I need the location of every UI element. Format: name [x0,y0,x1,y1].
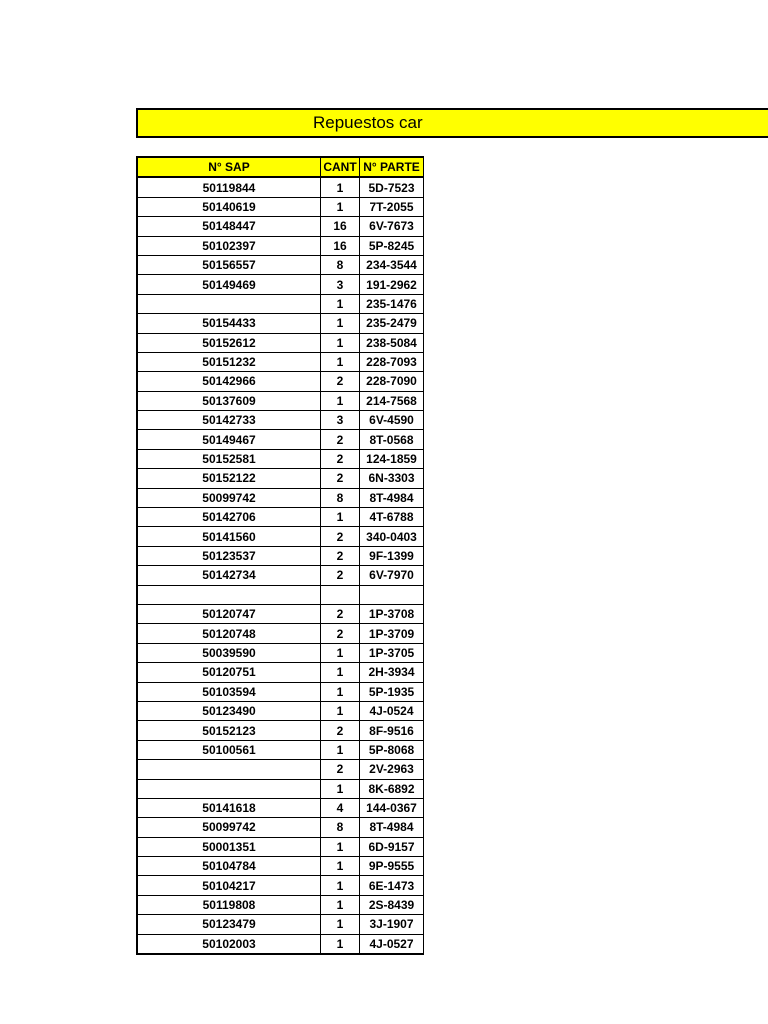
cell-cant[interactable]: 2 [321,469,360,488]
table-row [137,682,424,701]
cell-sap[interactable]: 50120751 [137,663,321,682]
cell-sap[interactable]: 50151232 [137,352,321,371]
cell-sap[interactable]: 50039590 [137,643,321,662]
cell-cant[interactable]: 1 [321,294,360,313]
cell-cant[interactable]: 16 [321,236,360,255]
table-row [137,217,424,236]
table-row [137,430,424,449]
table-row [137,197,424,216]
cell-cant[interactable]: 2 [321,430,360,449]
cell-parte[interactable]: 1P-3708 [360,604,424,623]
cell-sap[interactable]: 50152123 [137,721,321,740]
parts-table-wrapper [136,156,424,955]
title-banner[interactable] [136,108,768,138]
cell-cant[interactable]: 3 [321,275,360,294]
cell-cant[interactable]: 1 [321,895,360,914]
cell-cant[interactable]: 1 [321,857,360,876]
table-row [137,449,424,468]
table-body [137,177,424,954]
cell-parte[interactable]: 191-2962 [360,275,424,294]
cell-cant[interactable]: 1 [321,876,360,895]
cell-cant[interactable]: 8 [321,818,360,837]
cell-cant[interactable]: 1 [321,391,360,410]
cell-cant[interactable]: 1 [321,740,360,759]
table-row [137,469,424,488]
table-row [137,721,424,740]
cell-sap[interactable]: 50152612 [137,333,321,352]
table-row [137,604,424,623]
cell-parte[interactable]: 228-7090 [360,372,424,391]
cell-cant[interactable]: 1 [321,837,360,856]
table-row [137,275,424,294]
cell-cant[interactable]: 8 [321,255,360,274]
cell-parte[interactable]: 9F-1399 [360,546,424,565]
cell-parte[interactable]: 340-0403 [360,527,424,546]
cell-cant[interactable]: 2 [321,624,360,643]
cell-sap[interactable] [137,760,321,779]
cell-cant[interactable]: 1 [321,934,360,954]
cell-sap[interactable] [137,779,321,798]
cell-parte[interactable]: 1P-3709 [360,624,424,643]
table-row [137,818,424,837]
cell-cant[interactable]: 1 [321,333,360,352]
cell-parte[interactable]: 238-5084 [360,333,424,352]
table-row [137,643,424,662]
cell-parte[interactable]: 6N-3303 [360,469,424,488]
header-cant[interactable]: CANT [321,157,360,177]
cell-cant[interactable]: 1 [321,508,360,527]
table-row [137,837,424,856]
cell-cant[interactable]: 16 [321,217,360,236]
cell-parte[interactable]: 124-1859 [360,449,424,468]
cell-parte[interactable]: 6D-9157 [360,837,424,856]
cell-parte[interactable]: 7T-2055 [360,197,424,216]
table-row [137,236,424,255]
cell-cant[interactable]: 2 [321,566,360,585]
table-row [137,508,424,527]
cell-parte[interactable]: 2V-2963 [360,760,424,779]
table-row [137,663,424,682]
table-row [137,177,424,197]
cell-sap[interactable]: 50102397 [137,236,321,255]
cell-sap[interactable]: 50137609 [137,391,321,410]
cell-cant[interactable]: 1 [321,352,360,371]
table-row [137,701,424,720]
table-row [137,624,424,643]
cell-parte[interactable]: 6V-7970 [360,566,424,585]
cell-cant[interactable]: 1 [321,643,360,662]
cell-sap[interactable] [137,585,321,604]
table-row [137,411,424,430]
cell-parte[interactable] [360,585,424,604]
cell-sap[interactable]: 50148447 [137,217,321,236]
cell-sap[interactable]: 50123479 [137,915,321,934]
cell-cant[interactable]: 1 [321,314,360,333]
cell-parte[interactable]: 4J-0524 [360,701,424,720]
cell-parte[interactable]: 9P-9555 [360,857,424,876]
header-parte[interactable]: N° PARTE [360,157,424,177]
table-row [137,372,424,391]
table-row [137,915,424,934]
cell-parte[interactable]: 6V-7673 [360,217,424,236]
cell-parte[interactable]: 8K-6892 [360,779,424,798]
cell-sap[interactable]: 50142966 [137,372,321,391]
cell-parte[interactable]: 4J-0527 [360,934,424,954]
cell-parte[interactable]: 228-7093 [360,352,424,371]
cell-cant[interactable]: 1 [321,682,360,701]
cell-sap[interactable]: 50149467 [137,430,321,449]
cell-parte[interactable]: 4T-6788 [360,508,424,527]
cell-parte[interactable]: 234-3544 [360,255,424,274]
parts-table [136,156,424,955]
cell-parte[interactable]: 6V-4590 [360,411,424,430]
cell-cant[interactable]: 1 [321,915,360,934]
cell-sap[interactable]: 50119844 [137,177,321,197]
cell-parte[interactable]: 2S-8439 [360,895,424,914]
cell-sap[interactable]: 50156557 [137,255,321,274]
cell-parte[interactable]: 5P-8068 [360,740,424,759]
cell-sap[interactable]: 50152581 [137,449,321,468]
table-row [137,740,424,759]
cell-sap[interactable]: 50154433 [137,314,321,333]
table-row [137,546,424,565]
cell-sap[interactable]: 50141560 [137,527,321,546]
cell-sap[interactable]: 50123490 [137,701,321,720]
cell-parte[interactable]: 6E-1473 [360,876,424,895]
cell-cant[interactable]: 3 [321,411,360,430]
cell-parte[interactable]: 1P-3705 [360,643,424,662]
cell-sap[interactable]: 50104217 [137,876,321,895]
cell-sap[interactable]: 50120748 [137,624,321,643]
cell-sap[interactable]: 50099742 [137,818,321,837]
cell-parte[interactable]: 5P-8245 [360,236,424,255]
table-row [137,585,424,604]
cell-cant[interactable]: 8 [321,488,360,507]
cell-cant[interactable]: 4 [321,798,360,817]
cell-parte[interactable]: 8T-4984 [360,488,424,507]
cell-parte[interactable]: 5P-1935 [360,682,424,701]
table-row [137,895,424,914]
title-clip [138,110,423,136]
cell-cant[interactable]: 2 [321,721,360,740]
cell-cant[interactable]: 2 [321,604,360,623]
cell-sap[interactable]: 50104784 [137,857,321,876]
table-row [137,934,424,954]
cell-sap[interactable]: 50141618 [137,798,321,817]
cell-cant[interactable]: 1 [321,177,360,197]
table-row [137,876,424,895]
cell-cant[interactable]: 1 [321,779,360,798]
cell-sap[interactable]: 50149469 [137,275,321,294]
cell-sap[interactable]: 50102003 [137,934,321,954]
cell-sap[interactable]: 50123537 [137,546,321,565]
cell-sap[interactable]: 50140619 [137,197,321,216]
table-row [137,391,424,410]
cell-parte[interactable]: 214-7568 [360,391,424,410]
header-row [137,157,424,177]
table-row [137,314,424,333]
table-row [137,333,424,352]
cell-sap[interactable]: 50142734 [137,566,321,585]
cell-sap[interactable]: 50119808 [137,895,321,914]
cell-parte[interactable]: 5D-7523 [360,177,424,197]
table-row [137,294,424,313]
cell-sap[interactable]: 50100561 [137,740,321,759]
table-row [137,857,424,876]
cell-cant[interactable]: 2 [321,527,360,546]
table-row [137,566,424,585]
cell-parte[interactable]: 235-2479 [360,314,424,333]
cell-parte[interactable]: 3J-1907 [360,915,424,934]
header-sap[interactable]: N° SAP [137,157,321,177]
cell-cant[interactable] [321,585,360,604]
cell-parte[interactable]: 8F-9516 [360,721,424,740]
cell-parte[interactable]: 144-0367 [360,798,424,817]
cell-sap[interactable]: 50099742 [137,488,321,507]
cell-parte[interactable]: 8T-0568 [360,430,424,449]
cell-sap[interactable]: 50142733 [137,411,321,430]
cell-cant[interactable]: 2 [321,546,360,565]
table-row [137,798,424,817]
table-row [137,779,424,798]
table-row [137,527,424,546]
cell-parte[interactable]: 8T-4984 [360,818,424,837]
table-row [137,488,424,507]
cell-cant[interactable]: 1 [321,701,360,720]
cell-cant[interactable]: 1 [321,197,360,216]
cell-sap[interactable]: 50142706 [137,508,321,527]
cell-cant[interactable]: 2 [321,372,360,391]
cell-cant[interactable]: 2 [321,760,360,779]
cell-sap[interactable] [137,294,321,313]
table-row [137,760,424,779]
cell-cant[interactable]: 1 [321,663,360,682]
sheet-title: Repuestos car [313,113,423,132]
cell-sap[interactable]: 50152122 [137,469,321,488]
table-row [137,352,424,371]
cell-sap[interactable]: 50103594 [137,682,321,701]
cell-sap[interactable]: 50120747 [137,604,321,623]
cell-parte[interactable]: 2H-3934 [360,663,424,682]
cell-parte[interactable]: 235-1476 [360,294,424,313]
table-row [137,255,424,274]
cell-cant[interactable]: 2 [321,449,360,468]
cell-sap[interactable]: 50001351 [137,837,321,856]
